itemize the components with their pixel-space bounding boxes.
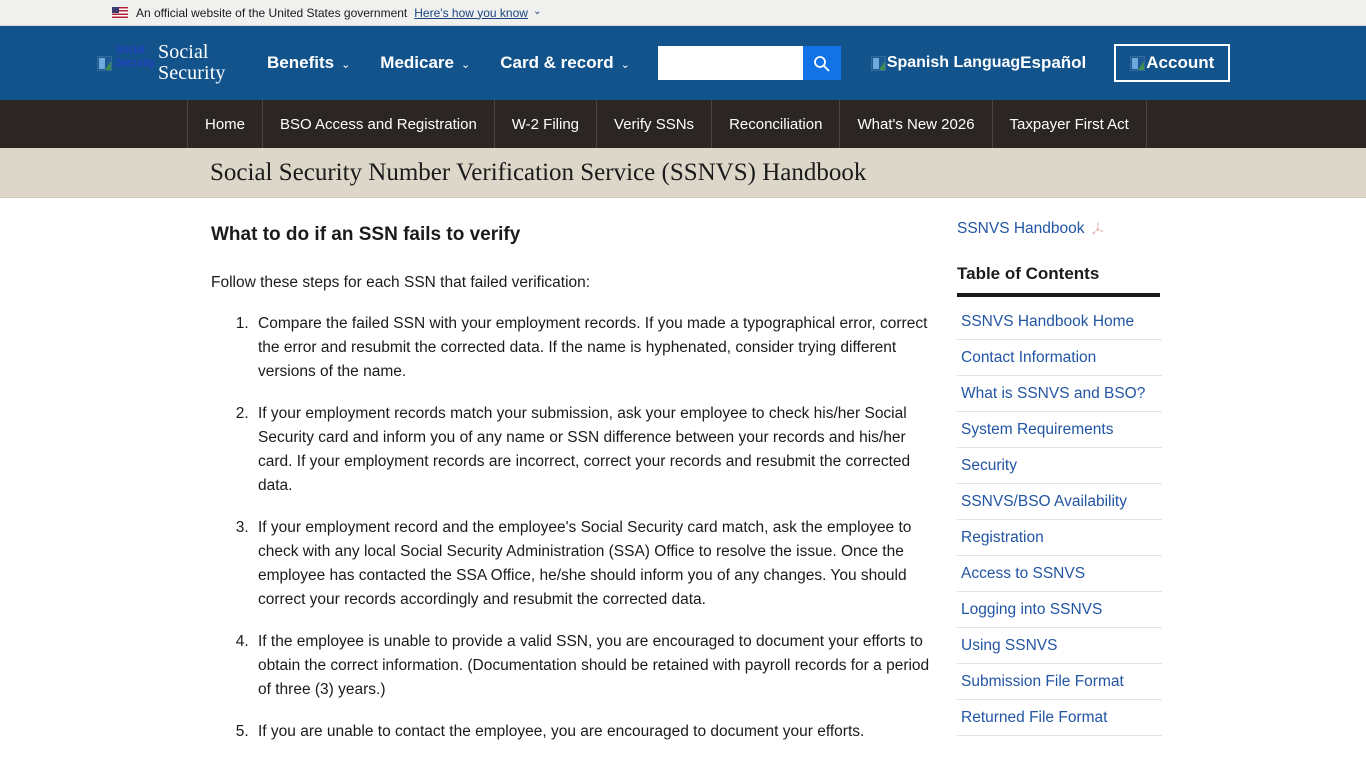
subnav-item-taxpayer-first-act[interactable]: Taxpayer First Act [993, 100, 1147, 148]
list-item [957, 700, 1162, 736]
nav-item-benefits[interactable] [267, 53, 350, 73]
list-item: 4. If the employee is unable to provide a valid SSN, you are encouraged to document your efforts to obtain the correct information. (Documentation should be retained with payroll records for a period of three (3) years.) [253, 630, 941, 702]
pdf-icon [1091, 221, 1105, 237]
article-intro: Follow these steps for each SSN that failed verification: [211, 274, 591, 291]
toc-item-system-requirements[interactable]: System Requirements [957, 412, 1162, 448]
page-content [0, 198, 1366, 762]
toc-item-returned-file-format[interactable]: Returned File Format [957, 700, 1162, 736]
site-search [658, 46, 841, 80]
toc-item-contact-information[interactable]: Contact Information [957, 340, 1162, 376]
toc-item-submission-file-format[interactable]: Submission File Format [957, 664, 1162, 700]
espanol-label: Español [1020, 53, 1087, 72]
list-item [957, 628, 1162, 664]
search-icon [813, 55, 830, 72]
toc-item-ssnvs-handbook-home[interactable]: SSNVS Handbook Home [957, 297, 1162, 340]
toc-item-using-ssnvs[interactable]: Using SSNVS [957, 628, 1162, 664]
usa-banner-text: An official website of the United States government [136, 5, 408, 20]
list-item [957, 412, 1162, 448]
brand-line-2: Security [158, 62, 226, 84]
list-item [957, 556, 1162, 592]
subnav-item-w2-filing[interactable]: W-2 Filing [495, 100, 597, 148]
usa-official-banner [0, 0, 1366, 26]
list-item [957, 340, 1162, 376]
list-item [957, 448, 1162, 484]
brand-line-1: Social [158, 41, 209, 63]
nav-item-benefits-label: Benefits [267, 53, 335, 72]
toc-item-what-is-ssnvs-and-bso[interactable]: What is SSNVS and BSO? [957, 376, 1162, 412]
chevron-down-icon: ⌄ [341, 58, 351, 71]
chevron-down-icon: ⌄ [620, 58, 630, 71]
ssnvs-handbook-pdf-link[interactable] [957, 220, 1162, 238]
us-flag-icon [112, 7, 128, 18]
logo-alt-text: Social Security [115, 44, 155, 69]
list-item: 5. If you are unable to contact the employee, you are encouraged to document your efforts. [253, 720, 941, 744]
search-button[interactable] [803, 46, 841, 80]
toc-item-access-to-ssnvs[interactable]: Access to SSNVS [957, 556, 1162, 592]
spanish-language-image-alt: Spanish Languag [886, 54, 1021, 71]
steps-list [211, 312, 941, 744]
toc-item-logging-into-ssnvs[interactable]: Logging into SSNVS [957, 592, 1162, 628]
list-item [957, 376, 1162, 412]
list-item: 3. If your employment record and the employee's Social Security card match, ask the employee to check with any local Social Security Administration (SSA) Office to resolve the issue. Once the employee has contacted the SSA Office, he/she should inform you of any changes. You should correct your records accordingly and resubmit the corrected data. [253, 516, 941, 612]
chevron-down-icon: ⌄ [461, 58, 471, 71]
toc-item-ssnvs-bso-availability[interactable]: SSNVS/BSO Availability [957, 484, 1162, 520]
list-item: 1. Compare the failed SSN with your employment records. If you made a typographical error, correct the error and resubmit the corrected data. If the name is hyphenated, consider trying different versions of the name. [253, 312, 941, 384]
sidebar [957, 198, 1162, 762]
subnav-item-whats-new-2026[interactable]: What's New 2026 [840, 100, 992, 148]
primary-navigation [267, 53, 630, 73]
list-item [957, 297, 1162, 340]
chevron-down-icon[interactable]: ⌄ [532, 6, 542, 17]
subnav-item-home[interactable]: Home [187, 100, 263, 148]
subnav-item-verify-ssns[interactable]: Verify SSNs [597, 100, 712, 148]
search-input[interactable] [658, 46, 803, 80]
page-title: Social Security Number Verification Service (SSNVS) Handbook [210, 158, 867, 186]
nav-item-medicare[interactable] [380, 53, 470, 73]
article-heading: What to do if an SSN fails to verify [211, 224, 521, 245]
list-item: 2. If your employment records match your submission, ask your employee to check his/her Social Security card and inform you of any name or SSN difference between your records and his/her card. If your employment records are incorrect, correct your records and resubmit the corrected data. [253, 402, 941, 498]
list-item [957, 484, 1162, 520]
subnav-item-reconciliation[interactable]: Reconciliation [712, 100, 840, 148]
espanol-language-link[interactable] [871, 53, 1086, 73]
list-item [957, 664, 1162, 700]
toc-item-security[interactable]: Security [957, 448, 1162, 484]
nav-item-card-and-record-label: Card & record [500, 53, 614, 72]
table-of-contents-list [957, 297, 1162, 736]
heres-how-you-know-link[interactable]: Here's how you know [414, 5, 528, 20]
brand-wordmark [158, 42, 225, 84]
ssa-logo-link[interactable] [97, 42, 257, 84]
broken-image-icon [871, 56, 886, 71]
nav-item-medicare-label: Medicare [380, 53, 454, 72]
account-button[interactable] [1114, 44, 1230, 82]
page-title-band [0, 148, 1366, 198]
toc-heading: Table of Contents [957, 264, 1100, 283]
account-label: Account [1146, 53, 1215, 72]
list-item [957, 520, 1162, 556]
nav-item-card-and-record[interactable] [500, 53, 630, 73]
secondary-navigation [0, 100, 1366, 148]
subnav-item-bso-access-and-registration[interactable]: BSO Access and Registration [263, 100, 495, 148]
site-header [0, 26, 1366, 100]
broken-image-icon [1130, 56, 1145, 71]
ssnvs-handbook-link-label: SSNVS Handbook [957, 220, 1085, 237]
toc-item-registration[interactable]: Registration [957, 520, 1162, 556]
main-article [211, 198, 941, 762]
list-item [957, 592, 1162, 628]
